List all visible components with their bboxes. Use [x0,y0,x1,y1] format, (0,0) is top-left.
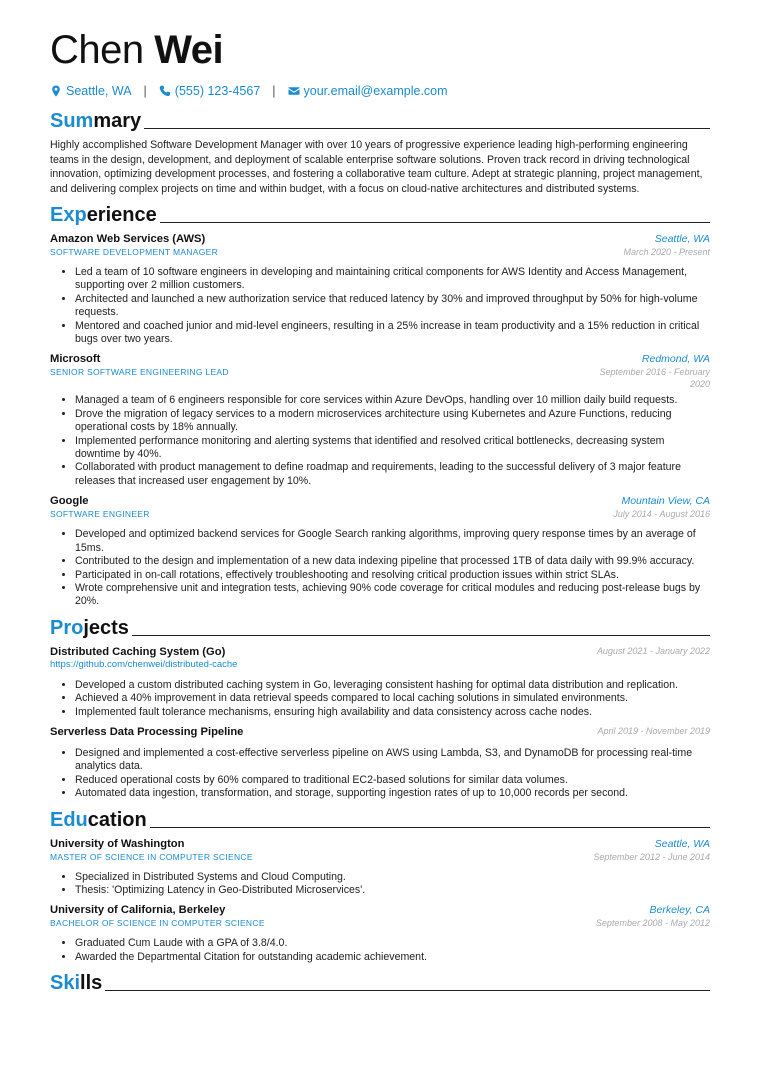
section-title [50,204,157,226]
list-item: • Participated in on-call rotations, effectively troubleshooting and resolving critical production issues within strict SLAs. [75,569,710,582]
job-title: SOFTWARE DEVELOPMENT MANAGER [50,247,219,257]
bullet-list [50,679,710,719]
title-highlight: Edu [50,808,88,831]
entry-location: Mountain View, CA [621,495,710,508]
title-rest: jects [83,616,129,639]
bullet-list [50,937,710,964]
list-item: • Developed and optimized backend services for Google Search ranking algorithms, improving query response times by an average of 15ms. [75,528,710,555]
entry-location: Seattle, WA [654,233,710,245]
list-item: • Automated data ingestion, transformation, and storage, supporting ingestion rates of up to 10,000 records per second. [75,787,710,800]
list-item: • Architected and launched a new authorization service that reduced latency by 30% and improved throughput by 50% for high-volume requests. [75,293,710,320]
section-header-projects [50,617,710,639]
project-name: Distributed Caching System (Go) [50,645,226,658]
school-name: University of California, Berkeley [50,904,226,917]
project-link[interactable]: https://github.com/chenwei/distributed-cache [50,658,238,670]
map-pin-icon [50,85,62,97]
section-rule [160,222,710,223]
list-item: • Collaborated with product management to define roadmap and requirements, leading to the successful delivery of 3 major feature releases that increased user engagement by 10%. [75,461,710,488]
title-highlight: Pro [50,616,84,639]
location-text: Seattle, WA [66,84,132,98]
list-item: • Graduated Cum Laude with a GPA of 3.8/4.0. [75,937,710,950]
project-name: Serverless Data Processing Pipeline [50,725,244,738]
summary-text: Highly accomplished Software Development Manager with over 10 years of progressive experience leading high-performing engineering teams in the design, development, and deployment of scalable enterprise software solutions. Proven track record in driving technological innovation, optimizing development processes, and fostering a collaborative team culture. Adept at strategic planning, project management, and delivering complex projects on time and within budget, with a focus on cloud-native architectures and distributed systems. [50,139,703,195]
list-item: • Awarded the Departmental Citation for outstanding academic achievement. [75,951,710,964]
list-item: • Specialized in Distributed Systems and Cloud Computing. [75,871,710,884]
phone-text: (555) 123-4567 [174,84,261,98]
employer: Amazon Web Services (AWS) [50,233,206,245]
contact-location [50,84,132,98]
experience-entry [50,352,710,488]
bullet-list [50,266,710,346]
separator: | [143,84,147,98]
list-item: • Mentored and coached junior and mid-level engineers, resulting in a 25% increase in team productivity and a 15% reduction in critical bugs over two years. [75,320,710,347]
job-title: SOFTWARE ENGINEER [50,509,150,520]
contact-bar [50,84,710,98]
list-item: • Implemented performance monitoring and alerting systems that identified and resolved critical bottlenecks, decreasing system downtime by 40%. [75,435,710,462]
title-highlight: Ski [50,972,81,995]
entry-location: Redmond, WA [641,353,710,366]
email-link: your.email@example.com [303,84,448,98]
project-entry [50,725,710,801]
section-rule [144,128,710,129]
entry-dates: July 2014 - August 2016 [613,509,710,520]
list-item: • Thesis: 'Optimizing Latency in Geo-Distributed Microservices'. [75,884,710,897]
experience-entry [50,232,710,346]
contact-email[interactable] [288,84,448,98]
section-header-experience [50,204,710,226]
section-rule [150,827,710,828]
contact-phone[interactable] [159,84,260,98]
list-item: • Wrote comprehensive unit and integration tests, achieving 90% code coverage for critical modules and reducing post-release bugs by 20%. [75,582,710,609]
section-title [50,110,141,132]
list-item: • Led a team of 10 software engineers in developing and maintaining critical components for AWS Identity and Access Management, supporting over 2 million customers. [75,266,710,293]
list-item: • Reduced operational costs by 60% compared to traditional EC2-based solutions for similar data volumes. [75,774,710,787]
section-header-summary [50,110,710,132]
education-entry [50,903,710,964]
bullet-list [50,871,710,898]
separator: | [272,84,276,98]
section-header-education [50,809,710,831]
degree: BACHELOR OF SCIENCE IN COMPUTER SCIENCE [50,918,265,929]
title-highlight: Exp [50,204,87,226]
degree: MASTER OF SCIENCE IN COMPUTER SCIENCE [50,851,253,862]
list-item: • Contributed to the design and implementation of a new data indexing pipeline that processed 1TB of data daily with 99.9% accuracy. [75,555,710,568]
education-entry [50,837,710,898]
entry-location: Seattle, WA [654,837,710,850]
candidate-name [50,0,710,72]
list-item: • Managed a team of 6 engineers responsible for core services within Azure DevOps, handling over 10 million daily build requests. [75,394,710,407]
section-title [50,617,129,639]
title-highlight: Sum [50,110,94,132]
experience-entry [50,494,710,608]
employer: Google [50,495,89,508]
job-title: SENIOR SOFTWARE ENGINEERING LEAD [50,367,229,378]
section-rule [105,990,710,991]
last-name: Wei [154,28,224,72]
entry-location: Berkeley, CA [649,904,710,917]
title-rest: erience [86,204,157,226]
entry-dates: August 2021 - January 2022 [596,645,710,656]
entry-dates: September 2012 - June 2014 [593,851,710,862]
title-rest: lls [80,972,103,995]
entry-dates: March 2020 - Present [623,247,710,257]
section-title [50,809,147,831]
list-item: • Designed and implemented a cost-effective serverless pipeline on AWS using Lambda, S3, and DynamoDB for processing real-time analytics data. [75,747,710,774]
list-item: • Drove the migration of legacy services to a modern microservices architecture using Kubernetes and Azure Functions, reducing operational costs by 18% annually. [75,408,710,435]
section-header-skills [50,972,710,994]
entry-dates: September 2016 - February 2020 [599,367,710,390]
list-item: • Implemented fault tolerance mechanisms, ensuring high availability and data consistency across cache nodes. [75,706,710,719]
bullet-list [50,528,710,608]
school-name: University of Washington [50,837,185,850]
bullet-list [50,394,710,488]
title-rest: cation [87,808,147,831]
phone-icon [159,85,171,97]
list-item: • Developed a custom distributed caching system in Go, leveraging consistent hashing for optimal data distribution and replication. [75,679,710,692]
envelope-icon [288,85,300,97]
entry-dates: September 2008 - May 2012 [595,918,710,929]
project-entry [50,645,710,719]
bullet-list [50,747,710,801]
list-item: • Achieved a 40% improvement in data retrieval speeds compared to local caching solutions in simulated environments. [75,692,710,705]
title-rest: mary [93,110,142,132]
first-name: Chen [50,28,144,72]
entry-dates: April 2019 - November 2019 [597,725,710,736]
section-rule [132,635,710,636]
employer: Microsoft [50,353,101,366]
section-title [50,972,102,994]
